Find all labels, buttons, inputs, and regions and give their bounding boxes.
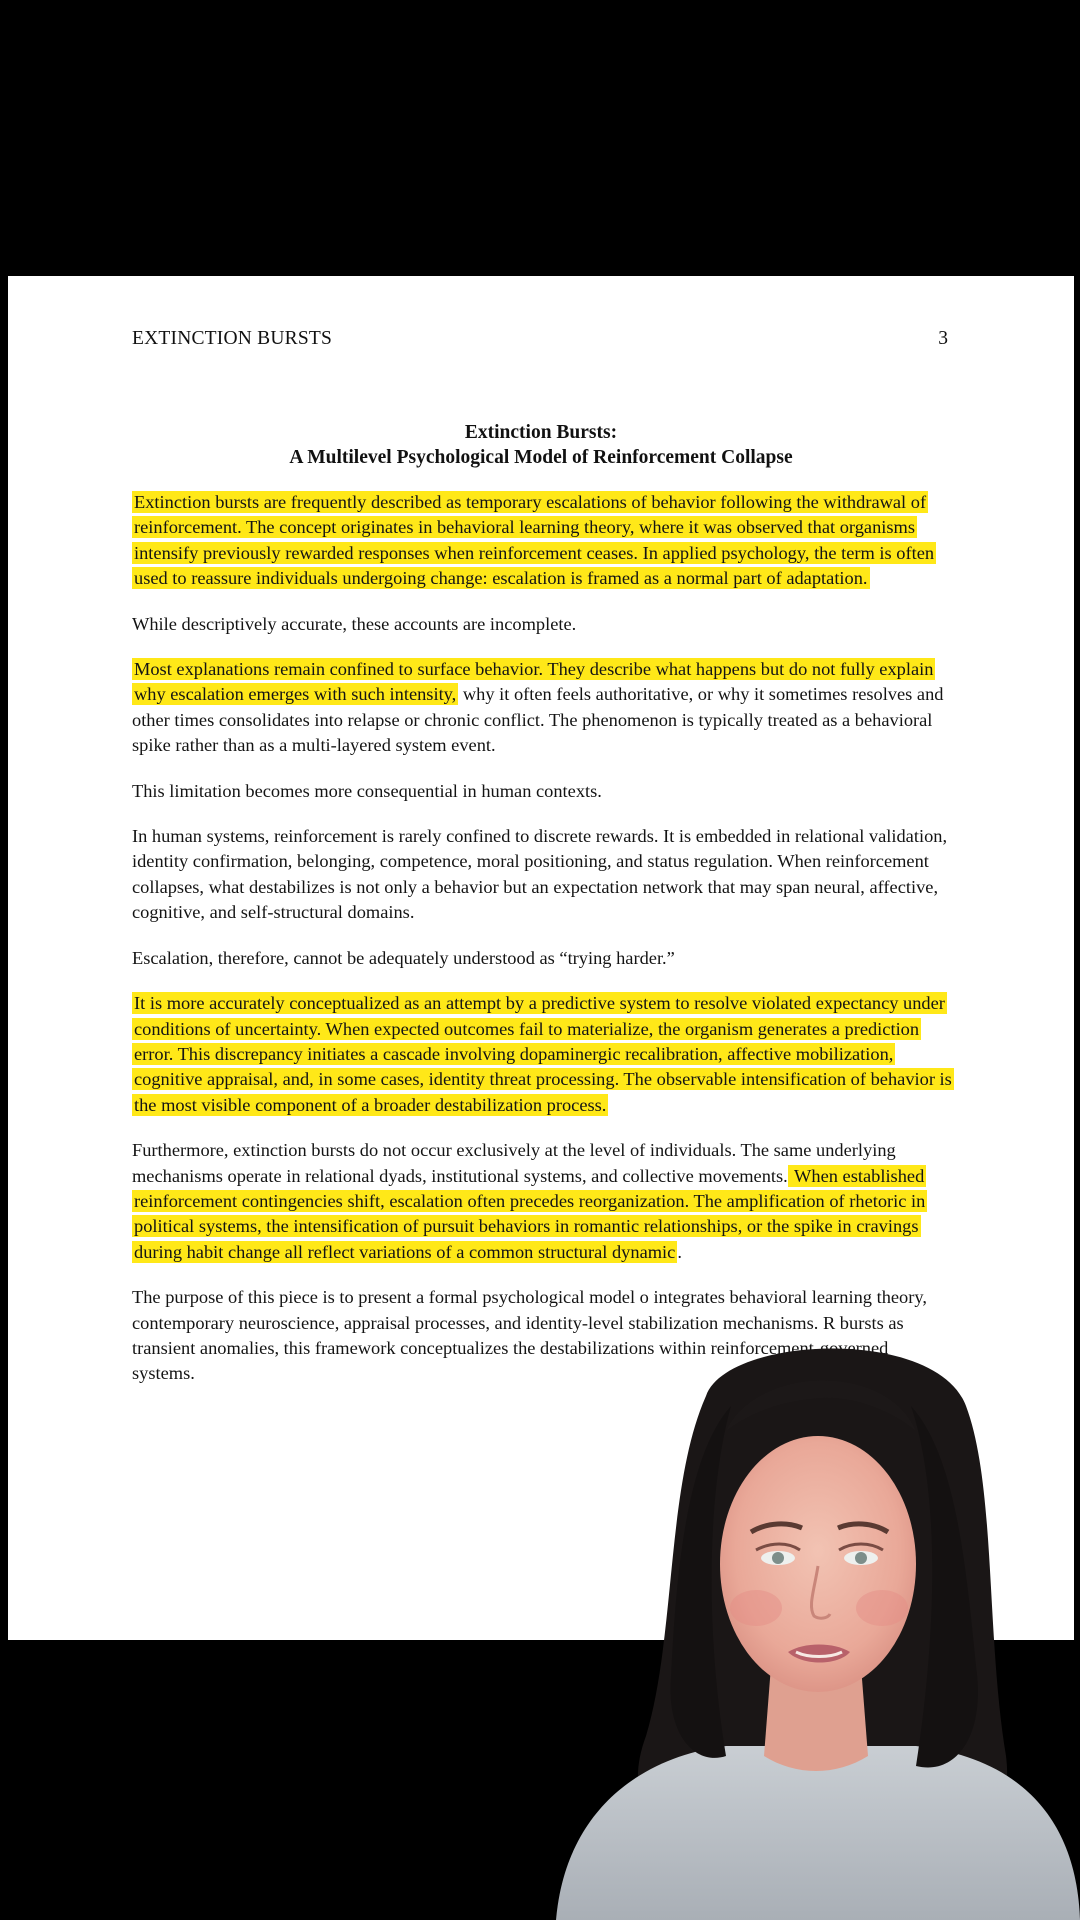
- presenter-figure: [556, 1336, 1080, 1920]
- title-line-2: A Multilevel Psychological Model of Reinforcement Collapse: [289, 447, 793, 468]
- paragraph-2: While descriptively accurate, these accounts are incomplete.: [132, 613, 577, 634]
- paragraph-8-plain: Furthermore, extinction bursts do not occur exclusively at the level of individuals. The same underlying mechanisms operate in relational dyads, institutional systems, and collective movements.: [132, 1140, 896, 1186]
- document-title: [8, 420, 1074, 470]
- paragraph-6: Escalation, therefore, cannot be adequately understood as “trying harder.”: [132, 947, 675, 968]
- highlight-4: When established reinforcement contingencies shift, escalation often precedes reorganization. The amplification of rhetoric in political systems, the intensification of pursuit behaviors in romantic relationships, or the spike in cravings during habit change all reflect variations of a common structural dynamic: [134, 1165, 926, 1262]
- highlight-2: Most explanations remain confined to surface behavior. They describe what happens but do not fully explain why escalation emerges with such intensity,: [134, 659, 934, 705]
- paragraph-9: The purpose of this piece is to present a formal psychological model o integrates behavioral learning theory, contemporary neuroscience, appraisal processes, and identity-level stabilization mechanisms. R bursts as transient anomalies, this framework conceptualizes the destabilizations within reinforcement-governed systems.: [132, 1287, 927, 1384]
- highlight-1: Extinction bursts are frequently described as temporary escalations of behavior following the withdrawal of reinforcement. The concept originates in behavioral learning theory, where it was observed that organisms intensify previously rewarded responses when reinforcement ceases. In applied psychology, the term is often used to reassure individuals undergoing change: escalation is framed as a normal part of adaptation.: [134, 492, 935, 589]
- paragraph-1: [132, 490, 952, 592]
- highlight-3: It is more accurately conceptualized as an attempt by a predictive system to resolve violated expectancy under conditions of uncertainty. When expected outcomes fail to materialize, the organism generates a prediction error. This discrepancy initiates a cascade involving dopaminergic recalibration, affective mobilization, cognitive appraisal, and, in some cases, identity threat processing. The observable intensification of behavior is the most visible component of a broader destabilization process.: [134, 993, 952, 1115]
- paragraph-8-end: .: [677, 1241, 682, 1262]
- page-number: 3: [938, 328, 948, 349]
- title-line-1: Extinction Bursts:: [464, 422, 618, 443]
- paragraph-8: [132, 1138, 952, 1265]
- running-head: EXTINCTION BURSTS: [132, 328, 333, 349]
- paragraph-7: [132, 991, 952, 1118]
- document-body: [132, 490, 952, 1407]
- paragraph-3: [132, 657, 952, 759]
- paragraph-5: In human systems, reinforcement is rarely confined to discrete rewards. It is embedded in relational validation, identity confirmation, belonging, competence, moral positioning, and status regulation. When reinforcement collapses, what destabilizes is not only a behavior but an expectation network that may span neural, affective, cognitive, and self-structural domains.: [132, 826, 948, 923]
- presenter-video-overlay: [556, 1336, 1080, 1920]
- paragraph-3-rest: why it often feels authoritative, or why it sometimes resolves and other times consolidates into relapse or chronic conflict. The phenomenon is typically treated as a behavioral spike rather than as a multi-layered system event.: [132, 684, 944, 756]
- paragraph-4: This limitation becomes more consequential in human contexts.: [132, 780, 602, 801]
